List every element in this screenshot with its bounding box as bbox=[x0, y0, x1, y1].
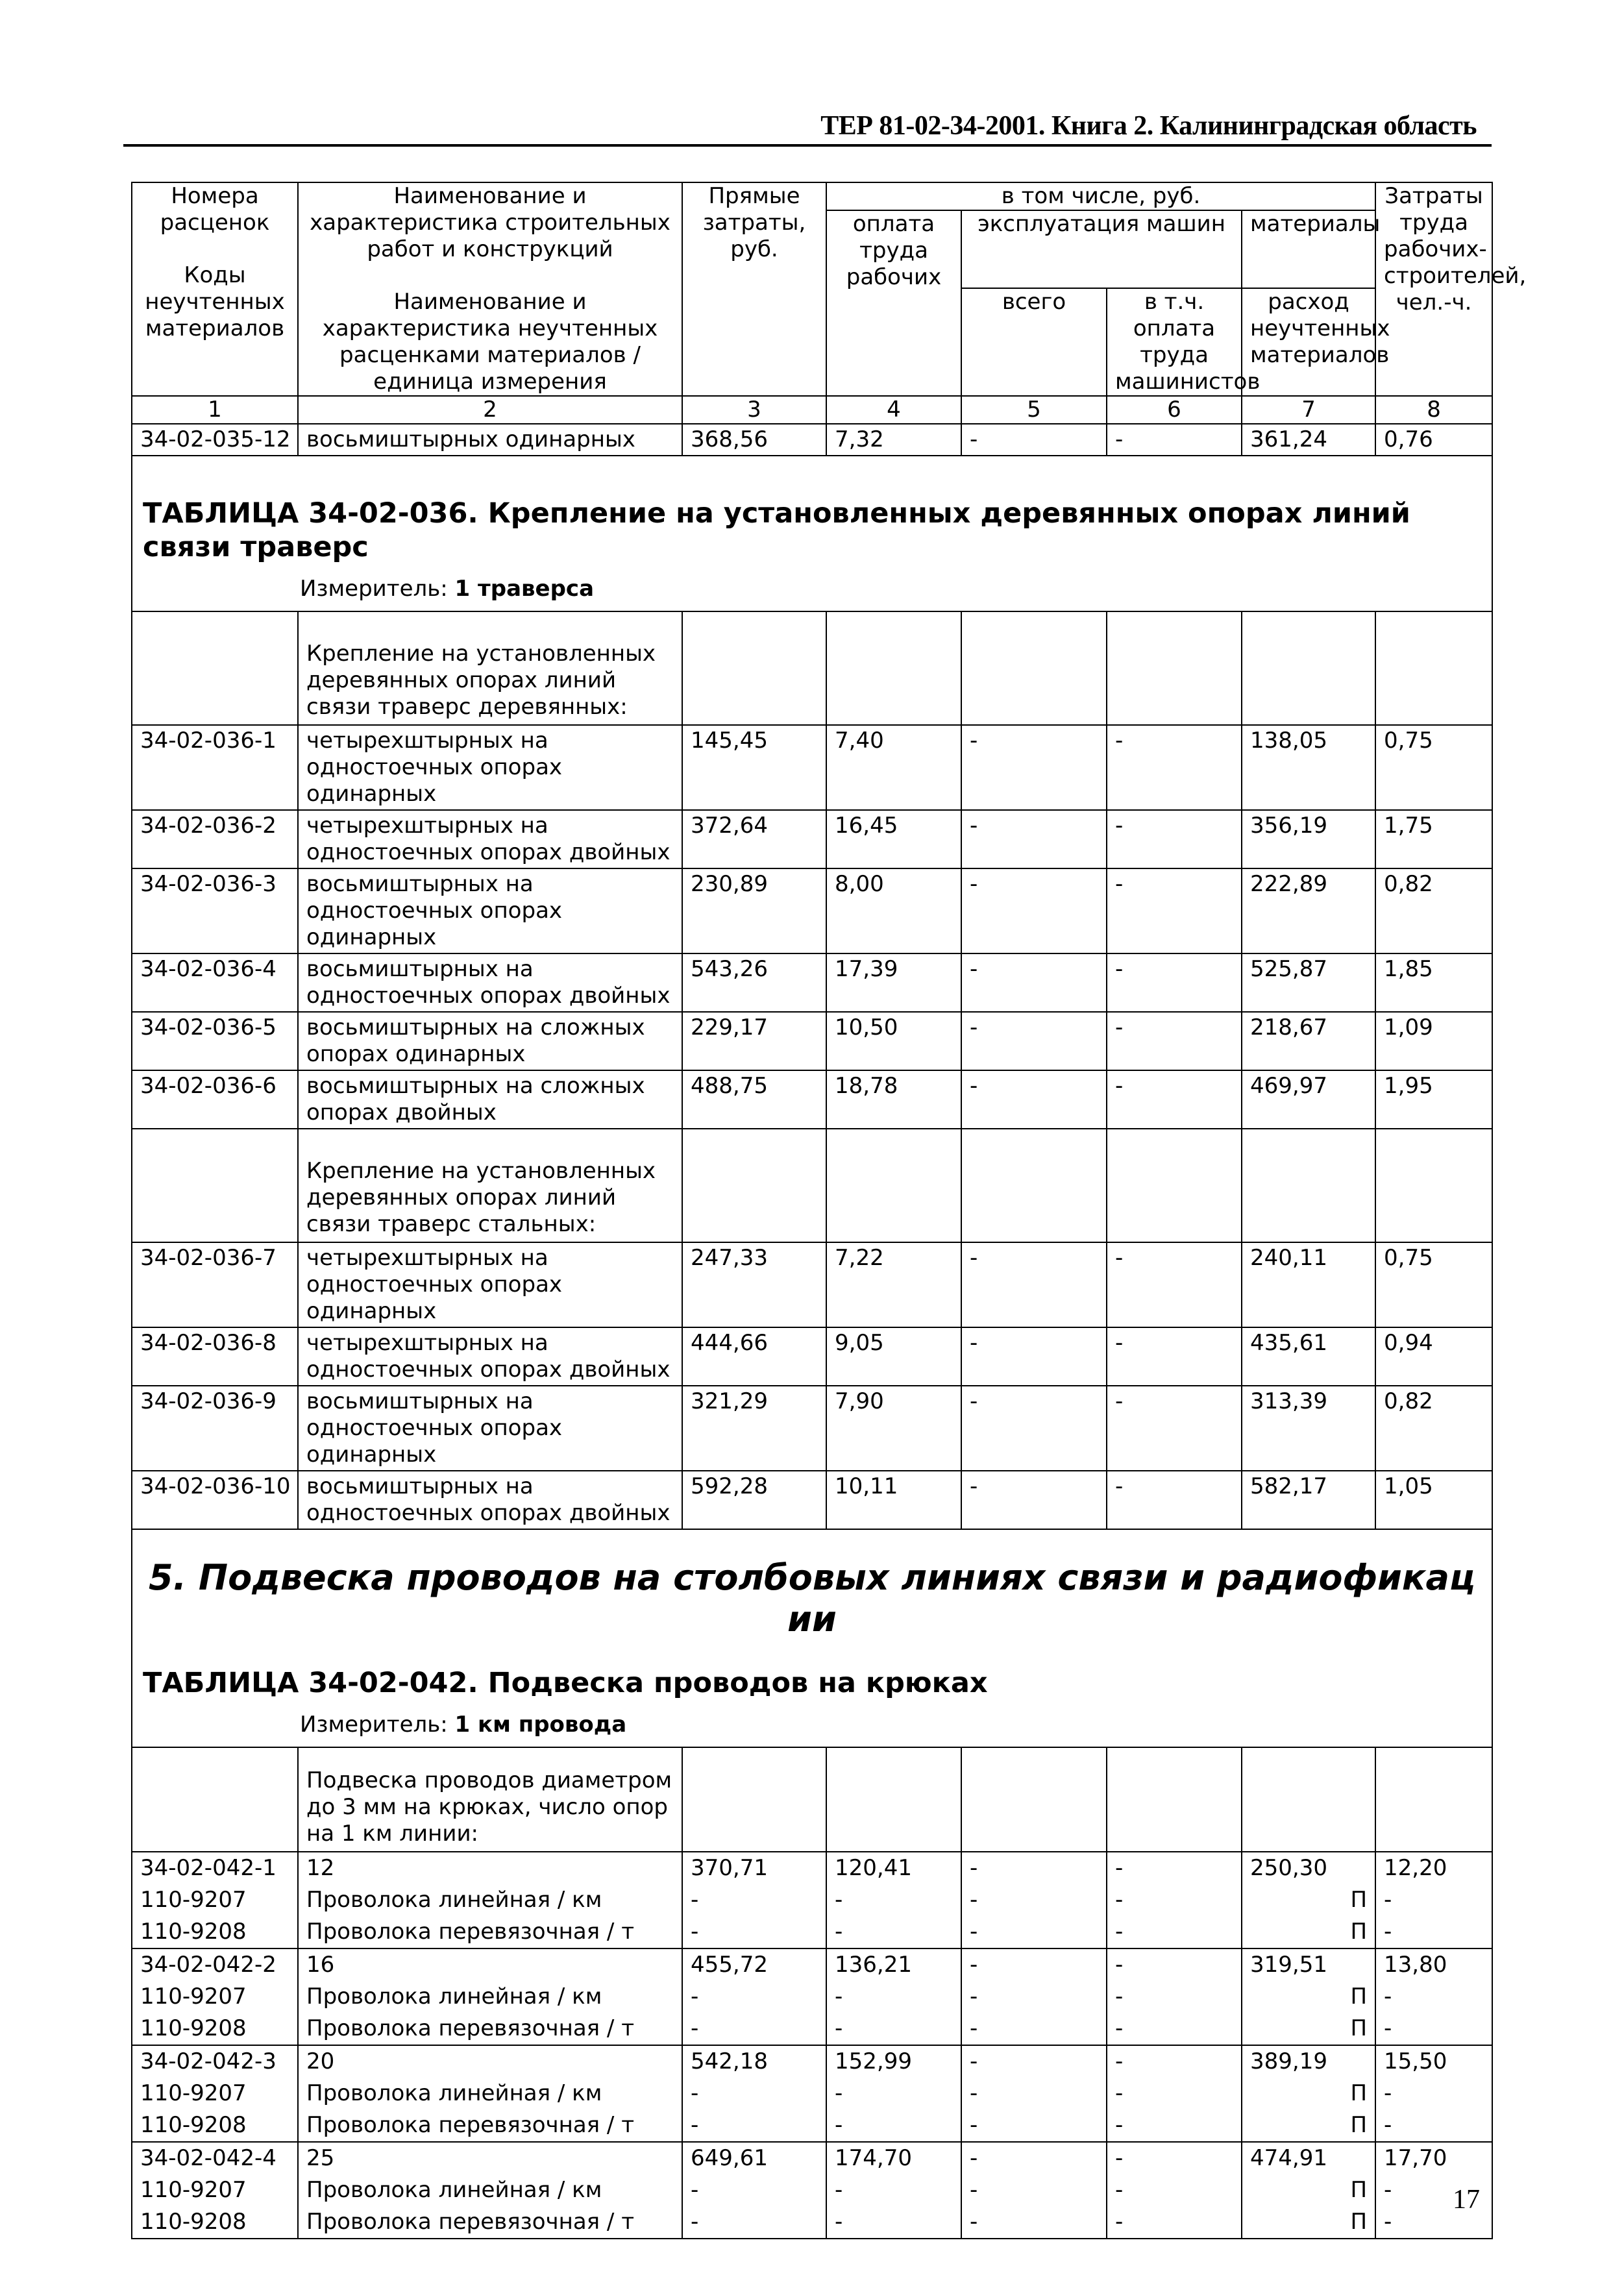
col-number: 5 bbox=[961, 396, 1107, 424]
table-row bbox=[132, 953, 1492, 1012]
labor-pay: 7,22 bbox=[826, 1242, 961, 1327]
rate-name: 25 bbox=[298, 2142, 682, 2174]
labor-pay: 16,45 bbox=[826, 810, 961, 868]
labor-hours: 0,75 bbox=[1375, 725, 1492, 810]
machines-total: - bbox=[961, 1471, 1107, 1529]
rate-code: 110-9208 bbox=[132, 2109, 298, 2142]
table-row bbox=[132, 868, 1492, 953]
column-numbers-row bbox=[132, 396, 1492, 424]
header-col1-bottom: Коды неучтенных материалов bbox=[145, 262, 285, 341]
machinists-pay: - bbox=[1107, 868, 1242, 953]
labor-hours: 0,82 bbox=[1375, 1386, 1492, 1471]
section-5-row bbox=[132, 1529, 1492, 1747]
rate-code: 34-02-036-8 bbox=[132, 1327, 298, 1386]
direct-costs: 229,17 bbox=[682, 1012, 826, 1070]
direct-costs: - bbox=[682, 2109, 826, 2142]
header-including: в том числе, руб. bbox=[826, 182, 1375, 210]
rate-name: восьмиштырных на сложных опорах одинарных bbox=[298, 1012, 682, 1070]
direct-costs: - bbox=[682, 1884, 826, 1916]
materials-cost: 218,67 bbox=[1242, 1012, 1375, 1070]
direct-costs: 368,56 bbox=[682, 424, 826, 456]
direct-costs: - bbox=[682, 2206, 826, 2239]
labor-hours: - bbox=[1375, 2013, 1492, 2045]
machinists-pay: - bbox=[1107, 1948, 1242, 1981]
rate-code: 110-9207 bbox=[132, 2078, 298, 2109]
rate-name: Проволока линейная / км bbox=[298, 2174, 682, 2206]
materials-cost: П bbox=[1242, 2206, 1375, 2239]
machinists-pay: - bbox=[1107, 2206, 1242, 2239]
direct-costs: 370,71 bbox=[682, 1852, 826, 1884]
direct-costs: 542,18 bbox=[682, 2045, 826, 2078]
rate-code: 34-02-036-4 bbox=[132, 953, 298, 1012]
rate-name: четырехштырных на одностоечных опорах одинарных bbox=[298, 1242, 682, 1327]
table-row bbox=[132, 725, 1492, 810]
table-row bbox=[132, 424, 1492, 456]
header-col5: всего bbox=[961, 288, 1107, 396]
machinists-pay: - bbox=[1107, 2045, 1242, 2078]
rate-name: восьмиштырных на одностоечных опорах одинарных bbox=[298, 868, 682, 953]
table-row bbox=[132, 810, 1492, 868]
table-row bbox=[132, 1327, 1492, 1386]
rate-code: 34-02-036-9 bbox=[132, 1386, 298, 1471]
materials-cost: 525,87 bbox=[1242, 953, 1375, 1012]
rate-name: Проволока линейная / км bbox=[298, 1981, 682, 2013]
rate-code: 34-02-035-12 bbox=[132, 424, 298, 456]
labor-hours: 13,80 bbox=[1375, 1948, 1492, 1981]
materials-cost: 356,19 bbox=[1242, 810, 1375, 868]
machinists-pay: - bbox=[1107, 953, 1242, 1012]
header-rule bbox=[123, 144, 1492, 147]
machines-total: - bbox=[961, 1327, 1107, 1386]
rate-code: 34-02-036-2 bbox=[132, 810, 298, 868]
table-row bbox=[132, 1012, 1492, 1070]
materials-cost: П bbox=[1242, 2174, 1375, 2206]
rate-name: восьмиштырных одинарных bbox=[298, 424, 682, 456]
labor-pay: 18,78 bbox=[826, 1070, 961, 1129]
labor-pay: 136,21 bbox=[826, 1948, 961, 1981]
material-row bbox=[132, 2174, 1492, 2206]
meter-label: Измеритель: bbox=[300, 1712, 448, 1738]
direct-costs: 488,75 bbox=[682, 1070, 826, 1129]
labor-hours: - bbox=[1375, 2078, 1492, 2109]
labor-pay: 7,40 bbox=[826, 725, 961, 810]
rate-name: четырехштырных на одностоечных опорах двойных bbox=[298, 1327, 682, 1386]
labor-hours: 0,82 bbox=[1375, 868, 1492, 953]
machinists-pay: - bbox=[1107, 2174, 1242, 2206]
rate-code: 34-02-036-1 bbox=[132, 725, 298, 810]
header-col2-bottom: Наименование и характеристика неучтенных расценками материалов / единица измерения bbox=[322, 289, 658, 395]
group-row bbox=[132, 1129, 1492, 1242]
machinists-pay: - bbox=[1107, 1916, 1242, 1948]
table-row bbox=[132, 2142, 1492, 2174]
machines-total: - bbox=[961, 1070, 1107, 1129]
table-row bbox=[132, 1852, 1492, 1884]
table-row bbox=[132, 1386, 1492, 1471]
rate-code: 34-02-042-3 bbox=[132, 2045, 298, 2078]
rate-code: 34-02-036-5 bbox=[132, 1012, 298, 1070]
header-col3: Прямые затраты, руб. bbox=[682, 182, 826, 396]
rate-name: четырехштырных на одностоечных опорах двойных bbox=[298, 810, 682, 868]
labor-pay: - bbox=[826, 1981, 961, 2013]
machines-total: - bbox=[961, 2174, 1107, 2206]
group-label: Крепление на установленных деревянных опорах линий связи траверс деревянных: bbox=[298, 611, 682, 725]
rate-name: 20 bbox=[298, 2045, 682, 2078]
labor-hours: 12,20 bbox=[1375, 1852, 1492, 1884]
labor-hours: 0,76 bbox=[1375, 424, 1492, 456]
direct-costs: 321,29 bbox=[682, 1386, 826, 1471]
table-row bbox=[132, 2045, 1492, 2078]
rate-name: 16 bbox=[298, 1948, 682, 1981]
col-number: 3 bbox=[682, 396, 826, 424]
direct-costs: - bbox=[682, 2174, 826, 2206]
labor-pay: 174,70 bbox=[826, 2142, 961, 2174]
direct-costs: 649,61 bbox=[682, 2142, 826, 2174]
header-col2 bbox=[298, 182, 682, 396]
materials-cost: П bbox=[1242, 1916, 1375, 1948]
header-col1 bbox=[132, 182, 298, 396]
labor-pay: 120,41 bbox=[826, 1852, 961, 1884]
machines-total: - bbox=[961, 1386, 1107, 1471]
table-row bbox=[132, 1471, 1492, 1529]
table-header bbox=[132, 182, 1527, 424]
materials-cost: 469,97 bbox=[1242, 1070, 1375, 1129]
col-number: 4 bbox=[826, 396, 961, 424]
rate-code: 110-9208 bbox=[132, 2206, 298, 2239]
table-042-rows bbox=[132, 1852, 1492, 2239]
table-row bbox=[132, 1242, 1492, 1327]
col-number: 7 bbox=[1242, 396, 1375, 424]
direct-costs: 592,28 bbox=[682, 1471, 826, 1529]
group-row bbox=[132, 1747, 1492, 1852]
rate-code: 110-9208 bbox=[132, 2013, 298, 2045]
rate-code: 34-02-042-1 bbox=[132, 1852, 298, 1884]
machinists-pay: - bbox=[1107, 2013, 1242, 2045]
machinists-pay: - bbox=[1107, 2078, 1242, 2109]
rate-name: Проволока перевязочная / т bbox=[298, 2013, 682, 2045]
direct-costs: 455,72 bbox=[682, 1948, 826, 1981]
rate-name: Проволока линейная / км bbox=[298, 2078, 682, 2109]
labor-hours: - bbox=[1375, 1981, 1492, 2013]
rate-name: Проволока линейная / км bbox=[298, 1884, 682, 1916]
labor-hours: 1,05 bbox=[1375, 1471, 1492, 1529]
labor-hours: - bbox=[1375, 2174, 1492, 2206]
material-row bbox=[132, 2109, 1492, 2142]
rate-name: восьмиштырных на одностоечных опорах одинарных bbox=[298, 1386, 682, 1471]
machines-total: - bbox=[961, 1884, 1107, 1916]
labor-pay: 152,99 bbox=[826, 2045, 961, 2078]
header-col2-top: Наименование и характеристика строительных работ и конструкций bbox=[310, 183, 671, 262]
labor-hours: - bbox=[1375, 2109, 1492, 2142]
labor-hours: 0,94 bbox=[1375, 1327, 1492, 1386]
rate-name: Проволока перевязочная / т bbox=[298, 2206, 682, 2239]
direct-costs: 444,66 bbox=[682, 1327, 826, 1386]
table-036-meter bbox=[132, 564, 1492, 611]
machines-total: - bbox=[961, 2142, 1107, 2174]
rate-code: 110-9207 bbox=[132, 1981, 298, 2013]
labor-pay: 10,11 bbox=[826, 1471, 961, 1529]
machines-total: - bbox=[961, 810, 1107, 868]
direct-costs: - bbox=[682, 2078, 826, 2109]
machines-total: - bbox=[961, 953, 1107, 1012]
rate-code: 110-9208 bbox=[132, 1916, 298, 1948]
labor-pay: - bbox=[826, 1916, 961, 1948]
material-row bbox=[132, 1916, 1492, 1948]
materials-cost: 250,30 bbox=[1242, 1852, 1375, 1884]
materials-cost: П bbox=[1242, 1981, 1375, 2013]
labor-pay: 17,39 bbox=[826, 953, 961, 1012]
col-number: 6 bbox=[1107, 396, 1242, 424]
direct-costs: 145,45 bbox=[682, 725, 826, 810]
labor-hours: 1,75 bbox=[1375, 810, 1492, 868]
col-number: 1 bbox=[132, 396, 298, 424]
direct-costs: - bbox=[682, 1916, 826, 1948]
labor-hours: 1,85 bbox=[1375, 953, 1492, 1012]
machinists-pay: - bbox=[1107, 2109, 1242, 2142]
group-label: Крепление на установленных деревянных опорах линий связи траверс стальных: bbox=[298, 1129, 682, 1242]
machines-total: - bbox=[961, 1948, 1107, 1981]
materials-cost: П bbox=[1242, 2078, 1375, 2109]
machines-total: - bbox=[961, 2013, 1107, 2045]
rate-name: четырехштырных на одностоечных опорах одинарных bbox=[298, 725, 682, 810]
page-number: 17 bbox=[1453, 2185, 1480, 2215]
rate-code: 34-02-042-4 bbox=[132, 2142, 298, 2174]
rate-code: 110-9207 bbox=[132, 2174, 298, 2206]
rate-code: 34-02-036-7 bbox=[132, 1242, 298, 1327]
table-036-rows-steel bbox=[132, 1242, 1492, 1529]
machines-total: - bbox=[961, 2045, 1107, 2078]
labor-hours: - bbox=[1375, 2206, 1492, 2239]
machines-total: - bbox=[961, 868, 1107, 953]
labor-pay: 10,50 bbox=[826, 1012, 961, 1070]
page-header: ТЕР 81-02-34-2001. Книга 2. Калининградская область bbox=[820, 111, 1477, 141]
direct-costs: - bbox=[682, 1981, 826, 2013]
rate-code: 34-02-036-3 bbox=[132, 868, 298, 953]
rate-name: восьмиштырных на одностоечных опорах двойных bbox=[298, 1471, 682, 1529]
labor-hours: - bbox=[1375, 1884, 1492, 1916]
rate-name: Проволока перевязочная / т bbox=[298, 2109, 682, 2142]
labor-pay: - bbox=[826, 2206, 961, 2239]
table-036-title-row bbox=[132, 456, 1492, 611]
materials-cost: П bbox=[1242, 1884, 1375, 1916]
rate-name: 12 bbox=[298, 1852, 682, 1884]
meter-label: Измеритель: bbox=[300, 576, 448, 602]
col-number: 8 bbox=[1375, 396, 1492, 424]
header-col6: в т.ч. оплата труда машинистов bbox=[1107, 288, 1242, 396]
materials-cost: 138,05 bbox=[1242, 725, 1375, 810]
machines-total: - bbox=[961, 424, 1107, 456]
direct-costs: 372,64 bbox=[682, 810, 826, 868]
group-row bbox=[132, 611, 1492, 725]
header-col4: оплата труда рабочих bbox=[826, 210, 961, 396]
machinists-pay: - bbox=[1107, 2142, 1242, 2174]
materials-cost: 389,19 bbox=[1242, 2045, 1375, 2078]
machines-total: - bbox=[961, 1981, 1107, 2013]
materials-cost: 435,61 bbox=[1242, 1327, 1375, 1386]
machinists-pay: - bbox=[1107, 725, 1242, 810]
materials-cost: 361,24 bbox=[1242, 424, 1375, 456]
materials-cost: 240,11 bbox=[1242, 1242, 1375, 1327]
labor-hours: 1,09 bbox=[1375, 1012, 1492, 1070]
machines-total: - bbox=[961, 1012, 1107, 1070]
header-machines: эксплуатация машин bbox=[961, 210, 1242, 288]
col-number: 2 bbox=[298, 396, 682, 424]
labor-pay: 9,05 bbox=[826, 1327, 961, 1386]
machines-total: - bbox=[961, 1852, 1107, 1884]
direct-costs: 543,26 bbox=[682, 953, 826, 1012]
table-row bbox=[132, 1948, 1492, 1981]
machines-total: - bbox=[961, 2078, 1107, 2109]
rate-name: восьмиштырных на одностоечных опорах двойных bbox=[298, 953, 682, 1012]
materials-cost: 474,91 bbox=[1242, 2142, 1375, 2174]
machines-total: - bbox=[961, 1242, 1107, 1327]
machinists-pay: - bbox=[1107, 1012, 1242, 1070]
rate-name: Проволока перевязочная / т bbox=[298, 1916, 682, 1948]
labor-hours: - bbox=[1375, 1916, 1492, 1948]
machines-total: - bbox=[961, 2109, 1107, 2142]
machinists-pay: - bbox=[1107, 1242, 1242, 1327]
material-row bbox=[132, 2206, 1492, 2239]
materials-cost: 582,17 bbox=[1242, 1471, 1375, 1529]
material-row bbox=[132, 2078, 1492, 2109]
material-row bbox=[132, 1981, 1492, 2013]
rate-code: 34-02-036-6 bbox=[132, 1070, 298, 1129]
machinists-pay: - bbox=[1107, 1852, 1242, 1884]
materials-cost: 319,51 bbox=[1242, 1948, 1375, 1981]
material-row bbox=[132, 2013, 1492, 2045]
machinists-pay: - bbox=[1107, 1981, 1242, 2013]
materials-cost: 313,39 bbox=[1242, 1386, 1375, 1471]
header-col1-top: Номера расценок bbox=[160, 183, 270, 236]
table-036-title: ТАБЛИЦА 34-02-036. Крепление на установленных деревянных опорах линий связи траверс bbox=[143, 497, 1410, 563]
rates-table bbox=[131, 182, 1527, 2239]
rate-code: 110-9207 bbox=[132, 1884, 298, 1916]
direct-costs: - bbox=[682, 2013, 826, 2045]
labor-pay: - bbox=[826, 2174, 961, 2206]
labor-pay: - bbox=[826, 2013, 961, 2045]
rate-name: восьмиштырных на сложных опорах двойных bbox=[298, 1070, 682, 1129]
meter-value: 1 траверса bbox=[454, 576, 595, 602]
material-row bbox=[132, 1884, 1492, 1916]
materials-cost: П bbox=[1242, 2109, 1375, 2142]
materials-cost: 222,89 bbox=[1242, 868, 1375, 953]
labor-pay: 7,32 bbox=[826, 424, 961, 456]
machinists-pay: - bbox=[1107, 1386, 1242, 1471]
table-body bbox=[132, 424, 1492, 725]
table-036-rows-wooden bbox=[132, 725, 1492, 1129]
machines-total: - bbox=[961, 1916, 1107, 1948]
direct-costs: 230,89 bbox=[682, 868, 826, 953]
labor-hours: 0,75 bbox=[1375, 1242, 1492, 1327]
machines-total: - bbox=[961, 2206, 1107, 2239]
table-row bbox=[132, 1070, 1492, 1129]
header-materials: материалы bbox=[1242, 210, 1375, 288]
machinists-pay: - bbox=[1107, 1471, 1242, 1529]
table-042-meter bbox=[132, 1700, 1492, 1747]
section-5-heading: 5. Подвеска проводов на столбовых линиях связи и радиофикац ии bbox=[149, 1557, 1475, 1640]
labor-pay: - bbox=[826, 2078, 961, 2109]
labor-hours: 1,95 bbox=[1375, 1070, 1492, 1129]
machinists-pay: - bbox=[1107, 1070, 1242, 1129]
rate-code: 34-02-036-10 bbox=[132, 1471, 298, 1529]
machinists-pay: - bbox=[1107, 810, 1242, 868]
labor-pay: 8,00 bbox=[826, 868, 961, 953]
direct-costs: 247,33 bbox=[682, 1242, 826, 1327]
labor-pay: - bbox=[826, 2109, 961, 2142]
group-label: Подвеска проводов диаметром до 3 мм на крюках, число опор на 1 км линии: bbox=[298, 1747, 682, 1852]
rate-code: 34-02-042-2 bbox=[132, 1948, 298, 1981]
labor-pay: - bbox=[826, 1884, 961, 1916]
header-col7: расход неучтенных материалов bbox=[1242, 288, 1375, 396]
labor-hours: 15,50 bbox=[1375, 2045, 1492, 2078]
machinists-pay: - bbox=[1107, 1884, 1242, 1916]
meter-value: 1 км провода bbox=[454, 1712, 627, 1738]
materials-cost: П bbox=[1242, 2013, 1375, 2045]
header-col8: Затраты труда рабочих-строителей, чел.-ч. bbox=[1375, 182, 1492, 396]
machinists-pay: - bbox=[1107, 1327, 1242, 1386]
table-042-title: ТАБЛИЦА 34-02-042. Подвеска проводов на крюках bbox=[143, 1667, 988, 1699]
labor-hours: 17,70 bbox=[1375, 2142, 1492, 2174]
labor-pay: 7,90 bbox=[826, 1386, 961, 1471]
machines-total: - bbox=[961, 725, 1107, 810]
machinists-pay: - bbox=[1107, 424, 1242, 456]
